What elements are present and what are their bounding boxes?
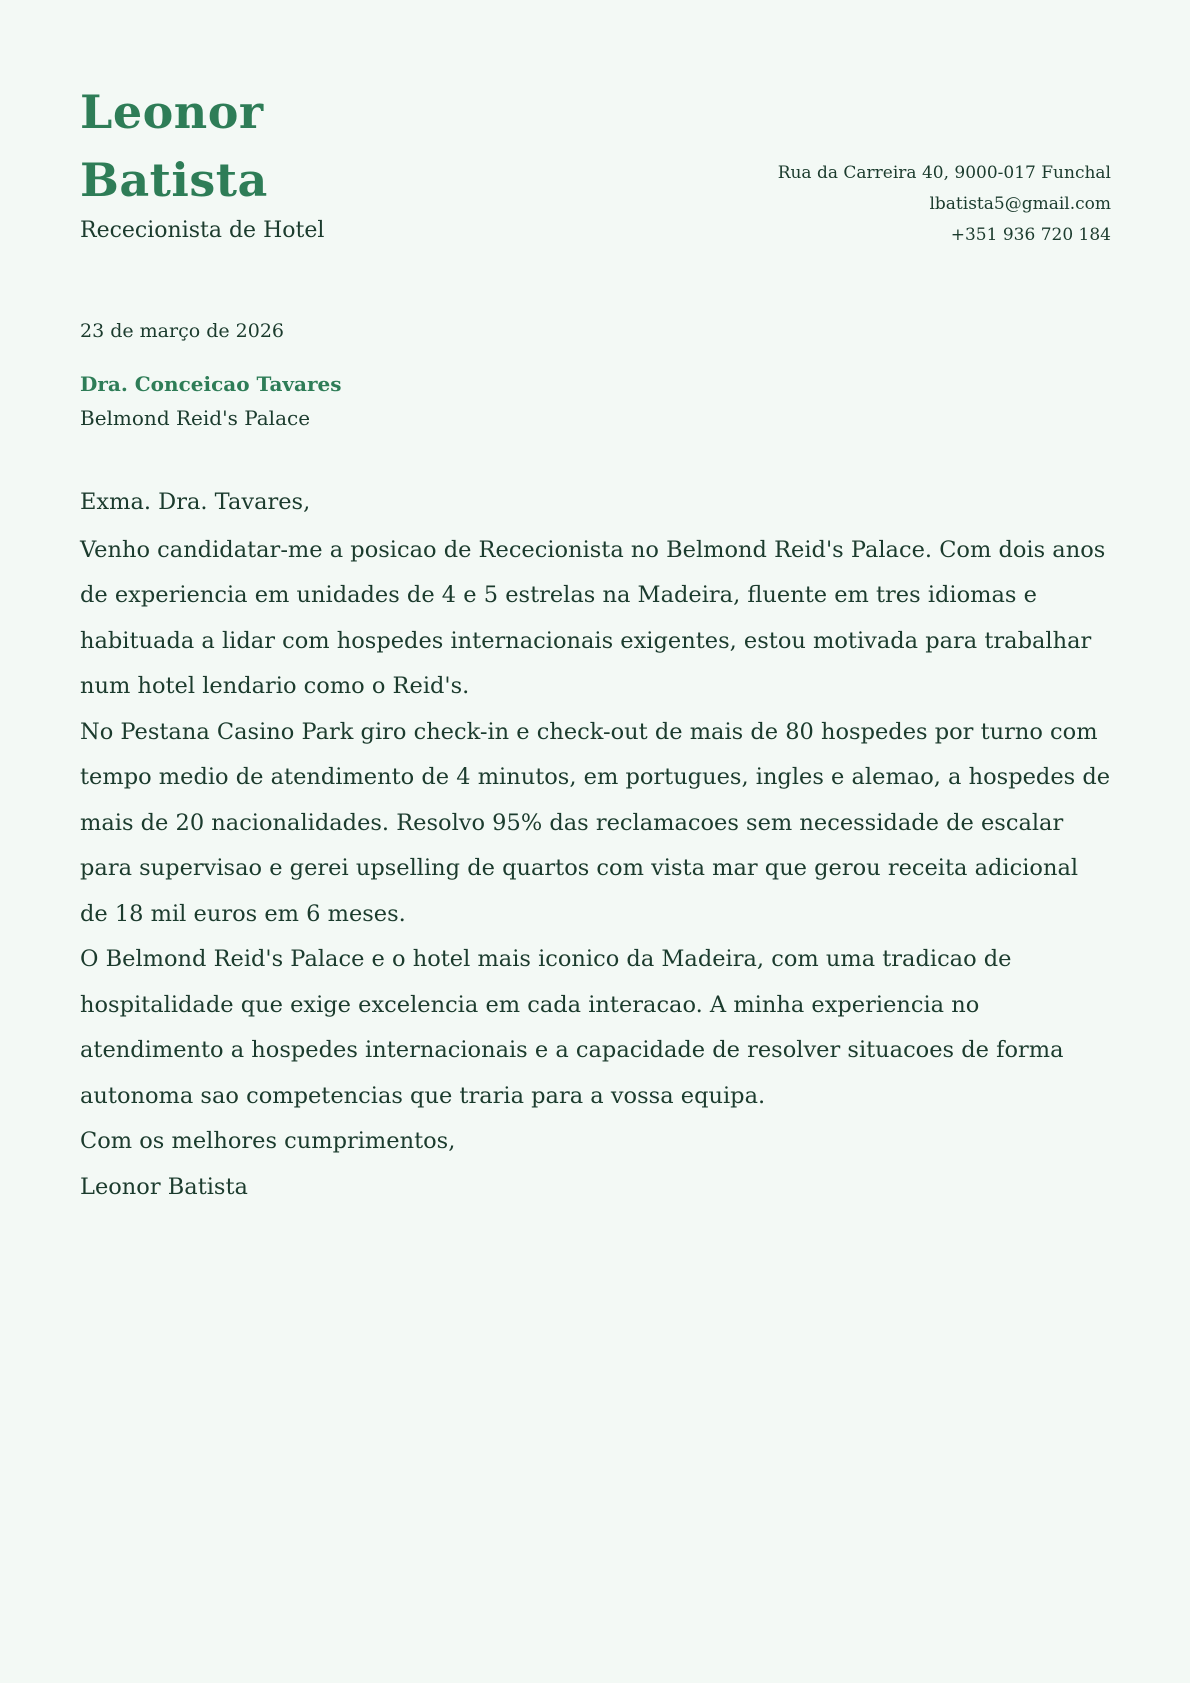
paragraph-motivation: O Belmond Reid's Palace e o hotel mais iconico da Madeira, com uma tradicao de hospitalidade que exige excelencia em cada interacao. A minha experiencia no atendimento a hospedes internacionais e a capacidade de resolver situacoes de forma autonoma sao competencias que traria para a vossa equipa.	[80, 946, 1064, 1109]
closing: Com os melhores cumprimentos,	[80, 1128, 456, 1154]
applicant-last-name: Batista	[80, 153, 268, 207]
paragraph-intro: Venho candidatar-me a posicao de Rececionista no Belmond Reid's Palace. Com dois anos de experiencia em unidades de 4 e 5 estrelas na Madeira, fluente em tres idiomas e habituada a lidar com hospedes internacionais exigentes, estou motivada para trabalhar num hotel lendario como o Reid's.	[80, 536, 1106, 699]
signature: Leonor Batista	[80, 1173, 248, 1200]
letter-body	[80, 480, 1111, 1210]
recipient-name: Dra. Conceicao Tavares	[80, 372, 342, 396]
applicant-name	[80, 78, 268, 214]
contact-email: lbatista5@gmail.com	[929, 194, 1111, 214]
letter-date: 23 de março de 2026	[80, 320, 285, 342]
recipient-company: Belmond Reid's Palace	[80, 406, 311, 430]
contact-address: Rua da Carreira 40, 9000-017 Funchal	[777, 163, 1111, 183]
cover-letter-page	[80, 0, 1111, 1200]
applicant-role: Rececionista de Hotel	[80, 218, 325, 243]
applicant-first-name: Leonor	[80, 85, 264, 139]
contact-phone: +351 936 720 184	[950, 225, 1111, 245]
greeting: Exma. Dra. Tavares,	[80, 489, 311, 515]
paragraph-experience: No Pestana Casino Park giro check-in e check-out de mais de 80 hospedes por turno com tempo medio de atendimento de 4 minutos, em portugues, ingles e alemao, a hospedes de mais de 20 nacionalidades. Resolvo 95% das reclamacoes sem necessidade de escalar para supervisao e gerei upselling de quartos com vista mar que gerou receita adicional de 18 mil euros em 6 meses.	[80, 718, 1111, 927]
letter-header	[80, 0, 1111, 300]
contact-block	[778, 158, 1111, 251]
